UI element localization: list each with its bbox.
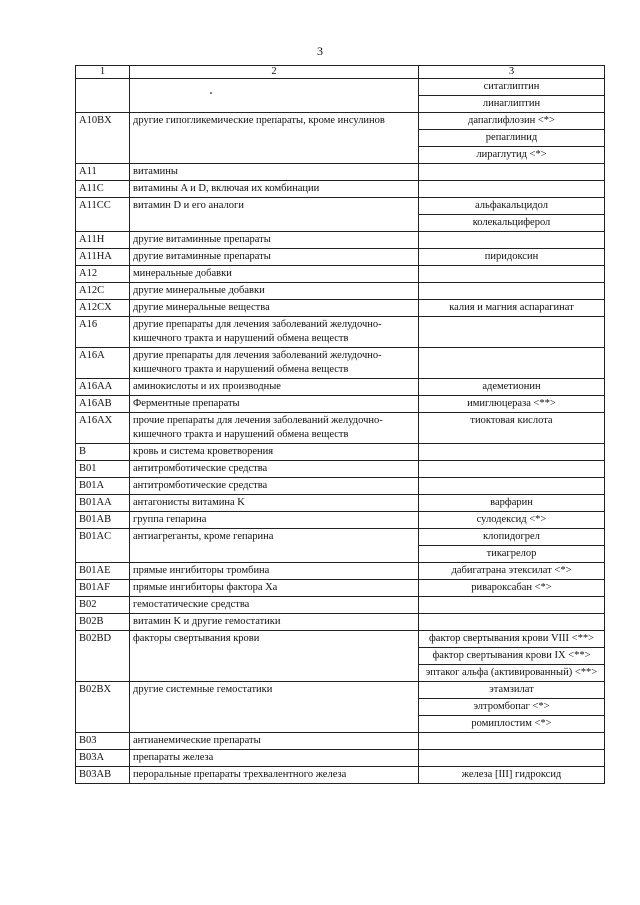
table-row bbox=[76, 379, 605, 396]
atc-code-cell: A11H bbox=[76, 232, 130, 249]
group-name-cell: антагонисты витамина K bbox=[130, 495, 419, 512]
drug-list-cell bbox=[419, 614, 605, 631]
drug-list-cell bbox=[419, 164, 605, 181]
group-name-cell: препараты железа bbox=[130, 750, 419, 767]
drug-list-cell bbox=[419, 379, 605, 396]
drug-name: ривароксабан <*> bbox=[471, 582, 552, 593]
drug-name: эптаког альфа (активированный) <**> bbox=[425, 667, 598, 678]
drug-list-cell bbox=[419, 461, 605, 478]
atc-code-cell: A16AX bbox=[76, 413, 130, 444]
drug-name: ситаглиптин bbox=[419, 79, 604, 96]
atc-code-cell: A12CX bbox=[76, 300, 130, 317]
drug-list-cell bbox=[419, 181, 605, 198]
drug-name: лираглутид <*> bbox=[476, 149, 547, 160]
drug-list-cell bbox=[419, 413, 605, 444]
table-row bbox=[76, 580, 605, 597]
table-row bbox=[76, 597, 605, 614]
group-name-cell: Ферментные препараты bbox=[130, 396, 419, 413]
atc-code-cell: A11CC bbox=[76, 198, 130, 232]
group-name-cell: другие витаминные препараты bbox=[130, 249, 419, 266]
drug-name: варфарин bbox=[490, 497, 533, 508]
drug-name: адеметионин bbox=[482, 381, 541, 392]
drug-name: репаглинид bbox=[419, 130, 604, 147]
drug-list-cell bbox=[419, 232, 605, 249]
table-row bbox=[76, 631, 605, 682]
table-row bbox=[76, 317, 605, 348]
table-row bbox=[76, 413, 605, 444]
drug-name: альфакальцидол bbox=[419, 198, 604, 215]
atc-code-cell: B02BD bbox=[76, 631, 130, 682]
table-row bbox=[76, 164, 605, 181]
group-name-cell: антитромботические средства bbox=[130, 478, 419, 495]
table-row bbox=[76, 198, 605, 232]
group-name-cell: другие гипогликемические препараты, кроме инсулинов bbox=[130, 113, 419, 164]
group-name-cell: антианемические препараты bbox=[130, 733, 419, 750]
group-name-cell: витамины bbox=[130, 164, 419, 181]
atc-code-cell: B03 bbox=[76, 733, 130, 750]
drug-list-cell bbox=[419, 113, 605, 164]
atc-code-cell: B03AB bbox=[76, 767, 130, 784]
table-row bbox=[76, 563, 605, 580]
drug-name: клопидогрел bbox=[419, 529, 604, 546]
drug-name: калия и магния аспарагинат bbox=[449, 302, 574, 313]
drug-list-cell bbox=[419, 597, 605, 614]
group-name-cell: другие системные гемостатики bbox=[130, 682, 419, 733]
table-row bbox=[76, 614, 605, 631]
table-row bbox=[76, 266, 605, 283]
group-name-cell: минеральные добавки bbox=[130, 266, 419, 283]
drug-name: фактор свертывания крови VIII <**> bbox=[419, 631, 604, 648]
drug-classification-table bbox=[75, 65, 605, 784]
drug-list-cell bbox=[419, 348, 605, 379]
atc-code-cell: A16A bbox=[76, 348, 130, 379]
drug-list-cell bbox=[419, 198, 605, 232]
drug-name: сулодексид <*> bbox=[476, 514, 547, 525]
drug-list-cell bbox=[419, 300, 605, 317]
table-row bbox=[76, 733, 605, 750]
atc-code-cell: A16AA bbox=[76, 379, 130, 396]
table-row bbox=[76, 444, 605, 461]
drug-name: дапаглифлозин <*> bbox=[419, 113, 604, 130]
group-name-cell: факторы свертывания крови bbox=[130, 631, 419, 682]
header-col-3: 3 bbox=[419, 66, 605, 79]
drug-list-cell bbox=[419, 495, 605, 512]
atc-code-cell: A12 bbox=[76, 266, 130, 283]
drug-list-cell bbox=[419, 317, 605, 348]
drug-list-cell bbox=[419, 444, 605, 461]
atc-code-cell: A11 bbox=[76, 164, 130, 181]
atc-code-cell: A16AB bbox=[76, 396, 130, 413]
drug-list-cell bbox=[419, 580, 605, 597]
table-row bbox=[76, 529, 605, 563]
atc-code-cell: A10BX bbox=[76, 113, 130, 164]
drug-name: фактор свертывания крови IX <**> bbox=[419, 648, 604, 665]
group-name-cell: другие минеральные добавки bbox=[130, 283, 419, 300]
drug-list-cell bbox=[419, 266, 605, 283]
atc-code-cell: A12C bbox=[76, 283, 130, 300]
group-name-cell: кровь и система кроветворения bbox=[130, 444, 419, 461]
group-name-cell: другие препараты для лечения заболеваний желудочно-кишечного тракта и нарушений обмена веществ bbox=[130, 348, 419, 379]
atc-code-cell: B01AB bbox=[76, 512, 130, 529]
drug-list-cell bbox=[419, 563, 605, 580]
drug-list-cell bbox=[419, 631, 605, 682]
drug-list-cell bbox=[419, 682, 605, 733]
drug-name: колекальциферол bbox=[472, 217, 551, 228]
table-row bbox=[76, 348, 605, 379]
table-row bbox=[76, 495, 605, 512]
group-name-cell: аминокислоты и их производные bbox=[130, 379, 419, 396]
table-row bbox=[76, 767, 605, 784]
group-name-cell: прямые ингибиторы фактора Xa bbox=[130, 580, 419, 597]
drug-name: тикагрелор bbox=[486, 548, 537, 559]
drug-list-cell bbox=[419, 767, 605, 784]
table-row bbox=[76, 181, 605, 198]
drug-name: тиоктовая кислота bbox=[470, 415, 553, 426]
drug-list-cell bbox=[419, 750, 605, 767]
group-name-cell: витамин D и его аналоги bbox=[130, 198, 419, 232]
drug-list-cell bbox=[419, 478, 605, 495]
group-name-cell: другие минеральные вещества bbox=[130, 300, 419, 317]
table-row bbox=[76, 682, 605, 733]
atc-code-cell: A11HA bbox=[76, 249, 130, 266]
group-name-cell: прочие препараты для лечения заболеваний желудочно-кишечного тракта и нарушений обмена веществ bbox=[130, 413, 419, 444]
group-name-cell: другие препараты для лечения заболеваний желудочно-кишечного тракта и нарушений обмена веществ bbox=[130, 317, 419, 348]
header-col-1: 1 bbox=[76, 66, 130, 79]
page-number: 3 bbox=[317, 44, 323, 58]
drug-name: дабигатрана этексилат <*> bbox=[451, 565, 572, 576]
group-name-cell: витамин K и другие гемостатики bbox=[130, 614, 419, 631]
atc-code-cell: A11C bbox=[76, 181, 130, 198]
atc-code-cell bbox=[76, 79, 130, 113]
atc-code-cell: B02 bbox=[76, 597, 130, 614]
drug-list-cell bbox=[419, 529, 605, 563]
group-name-cell: гемостатические средства bbox=[130, 597, 419, 614]
atc-code-cell: B01 bbox=[76, 461, 130, 478]
atc-code-cell: B02B bbox=[76, 614, 130, 631]
atc-code-cell: B01A bbox=[76, 478, 130, 495]
group-name-cell: группа гепарина bbox=[130, 512, 419, 529]
drug-list-cell bbox=[419, 79, 605, 113]
atc-code-cell: B bbox=[76, 444, 130, 461]
drug-list-cell bbox=[419, 512, 605, 529]
drug-name: элтромбопаг <*> bbox=[419, 699, 604, 716]
group-name-cell: пероральные препараты трехвалентного железа bbox=[130, 767, 419, 784]
table-row bbox=[76, 79, 605, 113]
table-row bbox=[76, 396, 605, 413]
drug-list-cell bbox=[419, 733, 605, 750]
table-row bbox=[76, 300, 605, 317]
table-row bbox=[76, 512, 605, 529]
group-name-cell: прямые ингибиторы тромбина bbox=[130, 563, 419, 580]
group-name-cell: витамины A и D, включая их комбинации bbox=[130, 181, 419, 198]
atc-code-cell: B01AF bbox=[76, 580, 130, 597]
table-row bbox=[76, 461, 605, 478]
atc-code-cell: B02BX bbox=[76, 682, 130, 733]
header-row bbox=[76, 66, 605, 79]
header-col-2: 2 bbox=[130, 66, 419, 79]
drug-name: пиридоксин bbox=[484, 251, 539, 262]
group-name-cell bbox=[130, 79, 419, 113]
drug-name: ромиплостим <*> bbox=[471, 718, 552, 729]
table-row bbox=[76, 750, 605, 767]
drug-list-cell bbox=[419, 396, 605, 413]
atc-code-cell: B03A bbox=[76, 750, 130, 767]
atc-code-cell: B01AE bbox=[76, 563, 130, 580]
drug-name: этамзилат bbox=[419, 682, 604, 699]
table-row bbox=[76, 232, 605, 249]
atc-code-cell: B01AC bbox=[76, 529, 130, 563]
drug-name: железа [III] гидроксид bbox=[461, 769, 562, 780]
atc-code-cell: A16 bbox=[76, 317, 130, 348]
table-row bbox=[76, 113, 605, 164]
drug-name: имиглюцераза <**> bbox=[467, 398, 556, 409]
table-row bbox=[76, 249, 605, 266]
atc-code-cell: B01AA bbox=[76, 495, 130, 512]
group-name-cell: антитромботические средства bbox=[130, 461, 419, 478]
drug-name: линаглиптин bbox=[482, 98, 541, 109]
group-name-cell: антиагреганты, кроме гепарина bbox=[130, 529, 419, 563]
table-row bbox=[76, 283, 605, 300]
table-row bbox=[76, 478, 605, 495]
drug-list-cell bbox=[419, 283, 605, 300]
group-name-cell: другие витаминные препараты bbox=[130, 232, 419, 249]
drug-list-cell bbox=[419, 249, 605, 266]
